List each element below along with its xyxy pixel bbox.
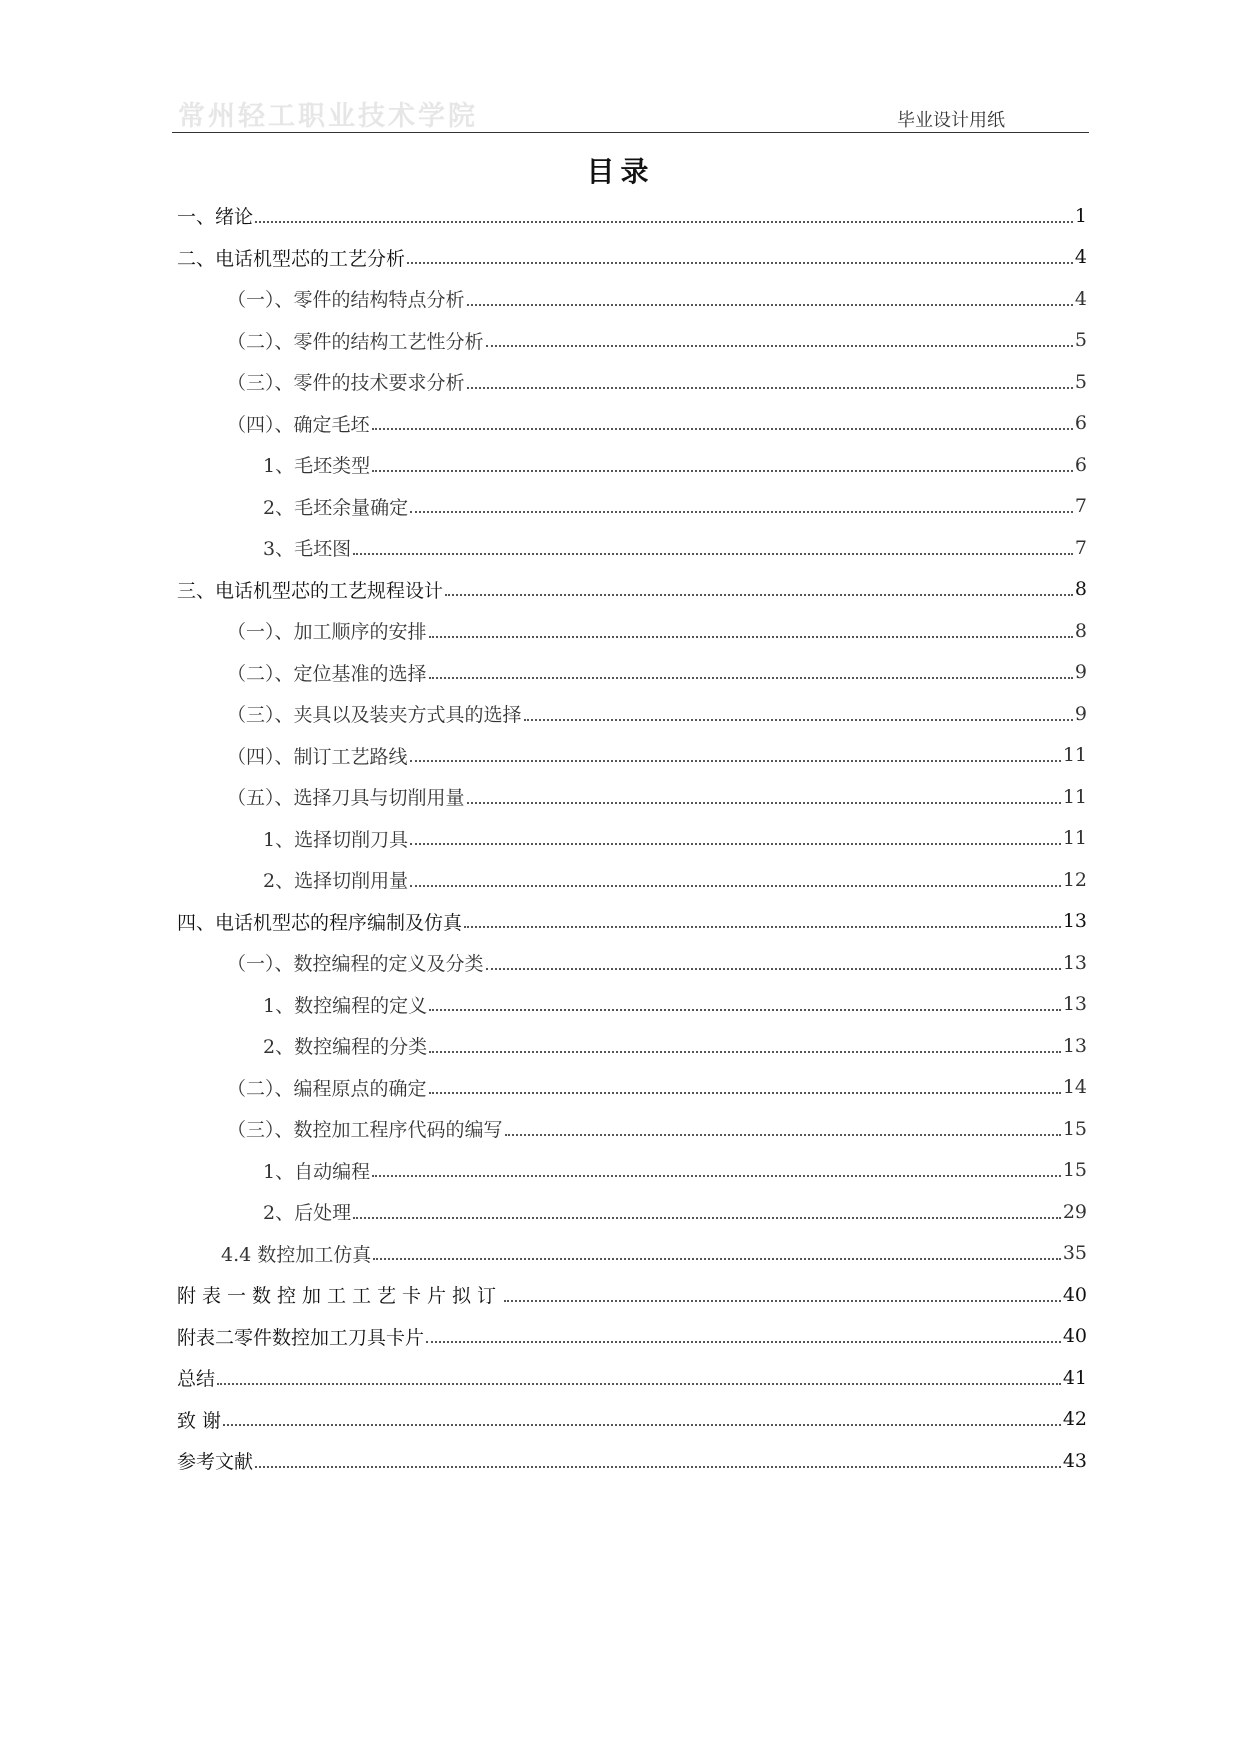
toc-page-number: 13 [1062, 1034, 1087, 1057]
toc-dot-leader [223, 1424, 1061, 1426]
toc-entry[interactable] [177, 444, 1087, 486]
toc-entry[interactable] [177, 1274, 1087, 1316]
page-title: 目录 [586, 155, 655, 188]
toc-entry-label: 4.4 数控加工仿真 [221, 1243, 372, 1266]
toc-dot-leader [372, 1175, 1061, 1177]
toc-page-number: 13 [1062, 951, 1087, 974]
toc-dot-leader [410, 843, 1061, 845]
toc-entry-label: 二、电话机型芯的工艺分析 [177, 247, 406, 270]
toc-page-number: 12 [1062, 868, 1087, 891]
toc-entry-label: 1、毛坯类型 [263, 455, 371, 478]
toc-entry-label: 3、毛坯图 [263, 538, 352, 561]
toc-entry[interactable] [177, 569, 1087, 611]
toc-page-number: 15 [1062, 1159, 1087, 1182]
toc-entry[interactable] [177, 237, 1087, 279]
toc-dot-leader [410, 511, 1073, 513]
toc-entry-label: （一）、加工顺序的安排 [227, 621, 427, 644]
toc-page-number: 13 [1062, 910, 1087, 933]
toc-entry-label: （三）、零件的技术要求分析 [227, 372, 465, 395]
toc-entry[interactable] [177, 1399, 1087, 1441]
toc-entry[interactable] [177, 1150, 1087, 1192]
toc-dot-leader [255, 221, 1073, 223]
toc-entry-label: 1、数控编程的定义 [263, 994, 428, 1017]
toc-dot-leader [467, 387, 1073, 389]
toc-page-number: 43 [1062, 1449, 1087, 1472]
header-label: 毕业设计用纸 [897, 110, 1005, 131]
toc-page-number: 40 [1062, 1283, 1087, 1306]
toc-dot-leader [467, 304, 1073, 306]
toc-entry[interactable] [177, 403, 1087, 445]
toc-entry-label: 四、电话机型芯的程序编制及仿真 [177, 911, 463, 934]
toc-entry-label: 附表一数控加工工艺卡片拟订 [177, 1285, 503, 1308]
toc-page-number: 9 [1074, 702, 1087, 725]
toc-dot-leader [504, 1300, 1061, 1302]
toc-entry[interactable] [177, 776, 1087, 818]
toc-entry-label: （三）、数控加工程序代码的编写 [227, 1119, 503, 1142]
toc-entry[interactable] [177, 610, 1087, 652]
toc-page-number: 9 [1074, 661, 1087, 684]
toc-dot-leader [255, 1466, 1061, 1468]
toc-dot-leader [429, 1092, 1061, 1094]
toc-dot-leader [372, 470, 1073, 472]
toc-dot-leader [429, 677, 1073, 679]
toc-entry[interactable] [177, 1191, 1087, 1233]
toc-dot-leader [353, 1217, 1061, 1219]
toc-page-number: 5 [1074, 329, 1087, 352]
toc-page-number: 11 [1062, 744, 1087, 767]
toc-entry[interactable] [177, 1357, 1087, 1399]
toc-entry[interactable] [177, 1316, 1087, 1358]
toc-entry[interactable] [177, 1440, 1087, 1482]
toc-dot-leader [373, 1258, 1061, 1260]
toc-page-number: 40 [1062, 1325, 1087, 1348]
toc-entry-label: 参考文献 [177, 1451, 254, 1474]
toc-dot-leader [429, 1009, 1061, 1011]
toc-entry[interactable] [177, 693, 1087, 735]
toc-page-number: 1 [1074, 204, 1087, 227]
toc-page-number: 7 [1074, 495, 1087, 518]
toc-dot-leader [505, 1134, 1061, 1136]
toc-page-number: 6 [1074, 412, 1087, 435]
toc-page-number: 35 [1062, 1242, 1087, 1265]
toc-entry-label: 附表二零件数控加工刀具卡片 [177, 1326, 425, 1349]
toc-entry-label: 1、选择切削刀具 [263, 828, 409, 851]
toc-page-number: 14 [1062, 1076, 1087, 1099]
toc-entry[interactable] [177, 1067, 1087, 1109]
toc-entry-label: （三）、夹具以及装夹方式具的选择 [227, 704, 522, 727]
toc-entry[interactable] [177, 942, 1087, 984]
toc-entry[interactable] [177, 859, 1087, 901]
toc-entry[interactable] [177, 901, 1087, 943]
toc-dot-leader [410, 885, 1061, 887]
toc-entry[interactable] [177, 527, 1087, 569]
toc-entry[interactable] [177, 1108, 1087, 1150]
toc-page-number: 11 [1062, 785, 1087, 808]
toc-entry-label: 一、绪论 [177, 206, 254, 229]
toc-entry-label: （四）、确定毛坯 [227, 413, 370, 436]
toc-entry[interactable] [177, 278, 1087, 320]
toc-dot-leader [467, 802, 1061, 804]
toc-page-number: 42 [1062, 1408, 1087, 1431]
toc-entry-label: 1、自动编程 [263, 1160, 371, 1183]
toc-dot-leader [464, 926, 1061, 928]
toc-page-number: 15 [1062, 1117, 1087, 1140]
toc-entry[interactable] [177, 1025, 1087, 1067]
toc-page-number: 8 [1074, 578, 1087, 601]
toc-page-number: 29 [1062, 1200, 1087, 1223]
toc-dot-leader [426, 1341, 1061, 1343]
toc-entry-label: （二）、编程原点的确定 [227, 1077, 427, 1100]
toc-entry-label: 致 谢 [177, 1409, 222, 1432]
toc-dot-leader [353, 553, 1073, 555]
page-header [172, 92, 1089, 133]
toc-entry-label: （一）、零件的结构特点分析 [227, 289, 465, 312]
toc-dot-leader [429, 636, 1073, 638]
toc-entry[interactable] [177, 984, 1087, 1026]
toc-entry[interactable] [177, 195, 1087, 237]
toc-page-number: 41 [1062, 1366, 1087, 1389]
toc-page-number: 5 [1074, 370, 1087, 393]
toc-entry[interactable] [177, 818, 1087, 860]
toc-page-number: 8 [1074, 619, 1087, 642]
toc-entry[interactable] [177, 735, 1087, 777]
toc-entry-label: （四）、制订工艺路线 [227, 745, 408, 768]
toc-page-number: 11 [1062, 827, 1087, 850]
toc-entry-label: 2、数控编程的分类 [263, 1036, 428, 1059]
toc-entry-label: （一）、数控编程的定义及分类 [227, 953, 484, 976]
toc-entry-label: 2、毛坯余量确定 [263, 496, 409, 519]
toc-dot-leader [486, 968, 1061, 970]
toc-page-number: 6 [1074, 453, 1087, 476]
toc-entry-label: 总结 [177, 1368, 216, 1391]
toc-dot-leader [217, 1383, 1061, 1385]
table-of-contents [177, 195, 1087, 1482]
toc-entry-label: （二）、定位基准的选择 [227, 662, 427, 685]
toc-dot-leader [445, 594, 1073, 596]
toc-entry[interactable] [177, 320, 1087, 362]
toc-entry[interactable] [177, 361, 1087, 403]
toc-page-number: 7 [1074, 536, 1087, 559]
toc-entry-label: （二）、零件的结构工艺性分析 [227, 330, 484, 353]
toc-entry-label: 2、选择切削用量 [263, 870, 409, 893]
toc-page-number: 4 [1074, 246, 1087, 269]
toc-dot-leader [407, 262, 1073, 264]
toc-entry-label: （五）、选择刀具与切削用量 [227, 787, 465, 810]
toc-dot-leader [429, 1051, 1061, 1053]
toc-dot-leader [486, 345, 1073, 347]
toc-page-number: 13 [1062, 993, 1087, 1016]
toc-dot-leader [410, 760, 1061, 762]
toc-dot-leader [524, 719, 1073, 721]
toc-page-number: 4 [1074, 287, 1087, 310]
toc-entry[interactable] [177, 652, 1087, 694]
toc-dot-leader [372, 428, 1073, 430]
toc-entry-label: 三、电话机型芯的工艺规程设计 [177, 579, 444, 602]
toc-entry-label: 2、后处理 [263, 1202, 352, 1225]
school-logo-watermark: 常州轻工职业技术学院 [178, 101, 478, 132]
toc-entry[interactable] [177, 1233, 1087, 1275]
toc-entry[interactable] [177, 486, 1087, 528]
